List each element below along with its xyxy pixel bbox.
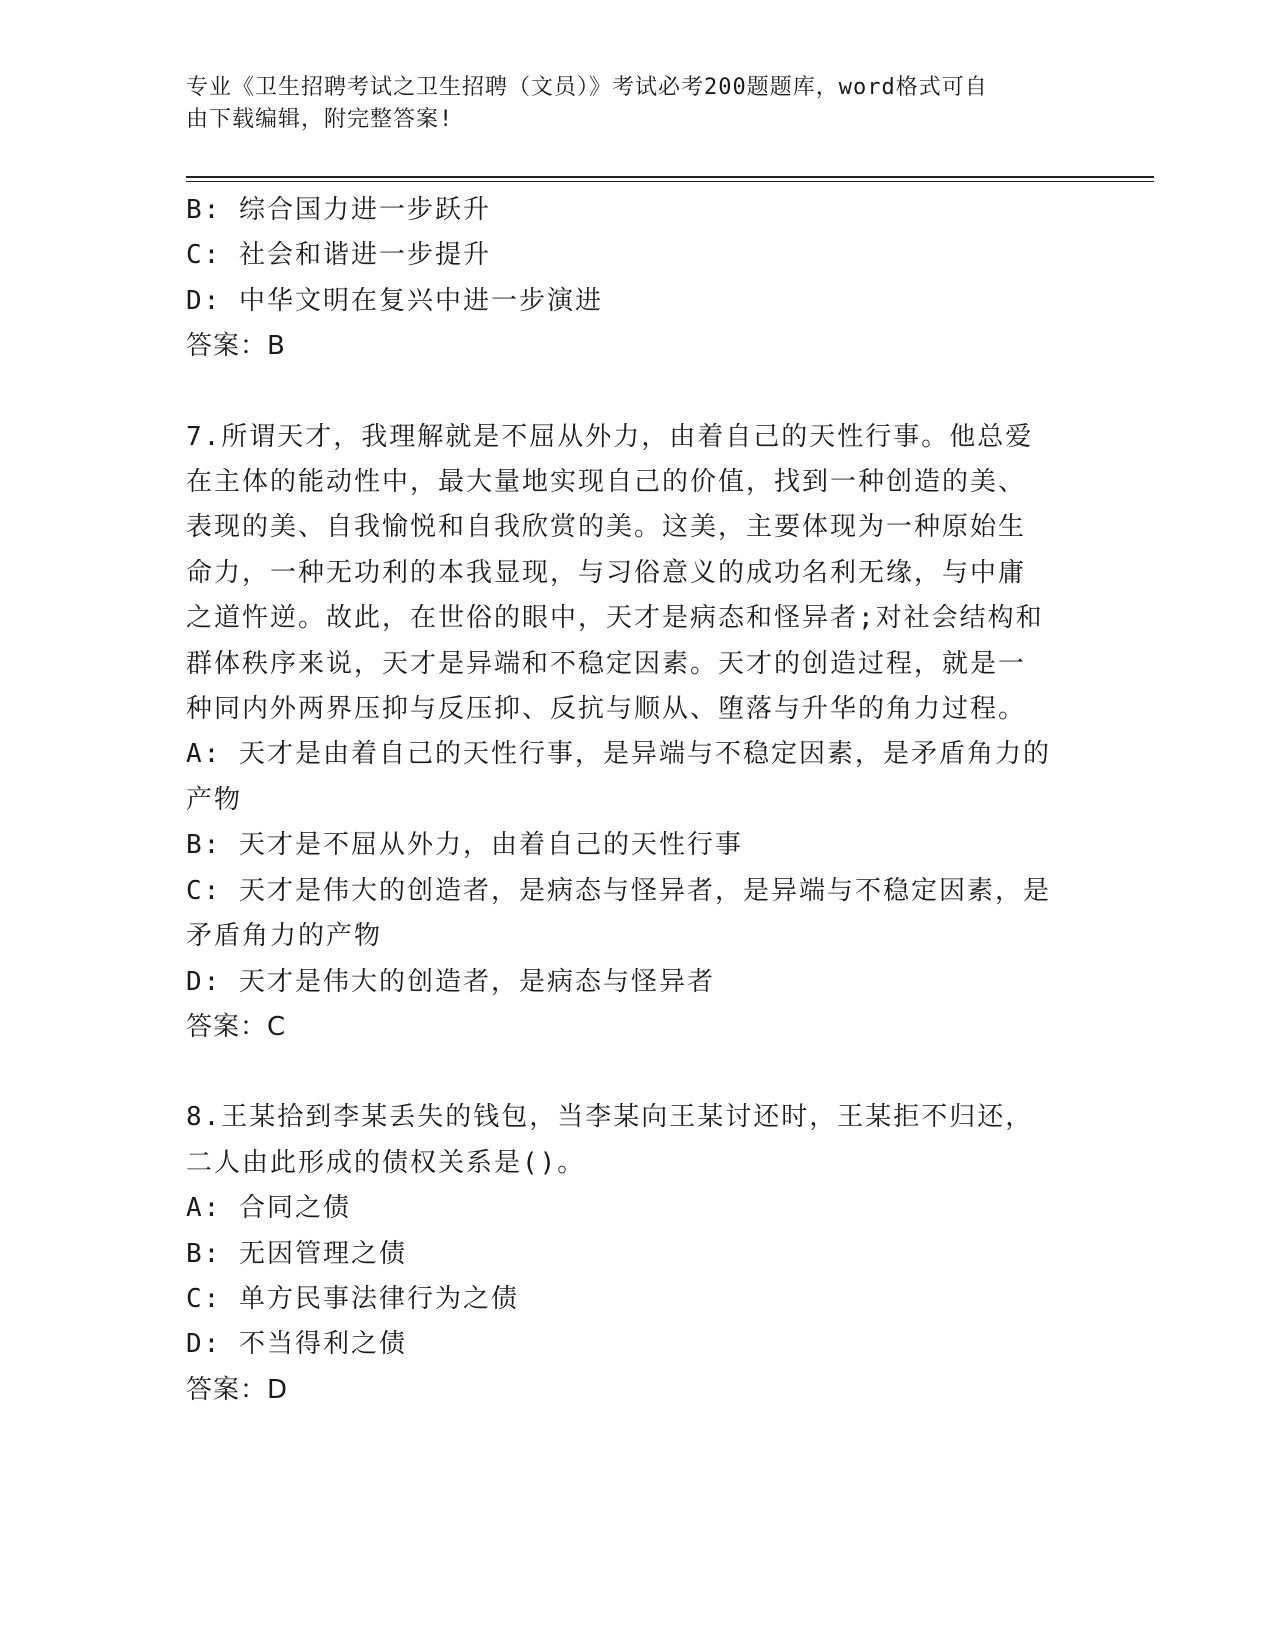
q7-option-a-continued: 产物 <box>186 784 243 815</box>
q8-stem-line: 8.王某拾到李某丢失的钱包，当李某向王某讨还时，王某拒不归还， <box>186 1102 1034 1133</box>
q6-option-c: C: 社会和谐进一步提升 <box>186 240 491 271</box>
header-intro-line-1: 专业《卫生招聘考试之卫生招聘（文员）》考试必考200题题库，word格式可自 <box>186 75 988 100</box>
q7-option-a: A: 天才是由着自己的天性行事，是异端与不稳定因素，是矛盾角力的 <box>186 739 1051 770</box>
q7-stem-line: 之道忤逆。故此，在世俗的眼中，天才是病态和怪异者;对社会结构和 <box>186 603 1044 634</box>
q7-option-b: B: 天才是不屈从外力，由着自己的天性行事 <box>186 830 743 861</box>
q6-answer: 答案：B <box>186 331 286 362</box>
q8-answer: 答案：D <box>186 1374 289 1405</box>
q8-stem-line: 二人由此形成的债权关系是()。 <box>186 1147 586 1178</box>
question-7 <box>186 415 1086 1051</box>
spacer <box>186 1050 1086 1095</box>
q7-stem-line: 种同内外两界压抑与反压抑、反抗与顺从、堕落与升华的角力过程。 <box>186 694 1027 725</box>
q8-option-a: A: 合同之债 <box>186 1193 351 1224</box>
q7-option-d: D: 天才是伟大的创造者，是病态与怪异者 <box>186 966 715 997</box>
q7-option-c-continued: 矛盾角力的产物 <box>186 921 383 952</box>
q7-stem-line: 在主体的能动性中，最大量地实现自己的价值，找到一种创造的美、 <box>186 467 1027 498</box>
q7-stem-line: 命力，一种无功利的本我显现，与习俗意义的成功名利无缘，与中庸 <box>186 557 1027 588</box>
q7-stem-line: 群体秩序来说，天才是异端和不稳定因素。天才的创造过程，就是一 <box>186 648 1027 679</box>
spacer <box>186 370 1086 415</box>
q7-stem-line: 7.所谓天才，我理解就是不屈从外力，由着自己的天性行事。他总爱 <box>186 421 1034 452</box>
document-header <box>186 72 1066 136</box>
q8-option-c: C: 单方民事法律行为之债 <box>186 1283 519 1314</box>
q7-stem-line: 表现的美、自我愉悦和自我欣赏的美。这美，主要体现为一种原始生 <box>186 512 1027 543</box>
q7-answer: 答案：C <box>186 1011 287 1042</box>
header-intro-line-2: 由下载编辑，附完整答案! <box>186 107 454 132</box>
q8-option-d: D: 不当得利之债 <box>186 1329 407 1360</box>
header-divider-thin <box>186 181 1154 182</box>
q7-option-c: C: 天才是伟大的创造者，是病态与怪异者，是异端与不稳定因素，是 <box>186 875 1051 906</box>
q6-option-d: D: 中华文明在复兴中进一步演进 <box>186 285 603 316</box>
document-body <box>186 188 1086 1413</box>
header-divider-thick <box>186 176 1154 178</box>
q8-option-b: B: 无因管理之债 <box>186 1238 407 1269</box>
question-8 <box>186 1095 1086 1413</box>
question-6-tail <box>186 188 1086 370</box>
q6-option-b: B: 综合国力进一步跃升 <box>186 195 491 225</box>
